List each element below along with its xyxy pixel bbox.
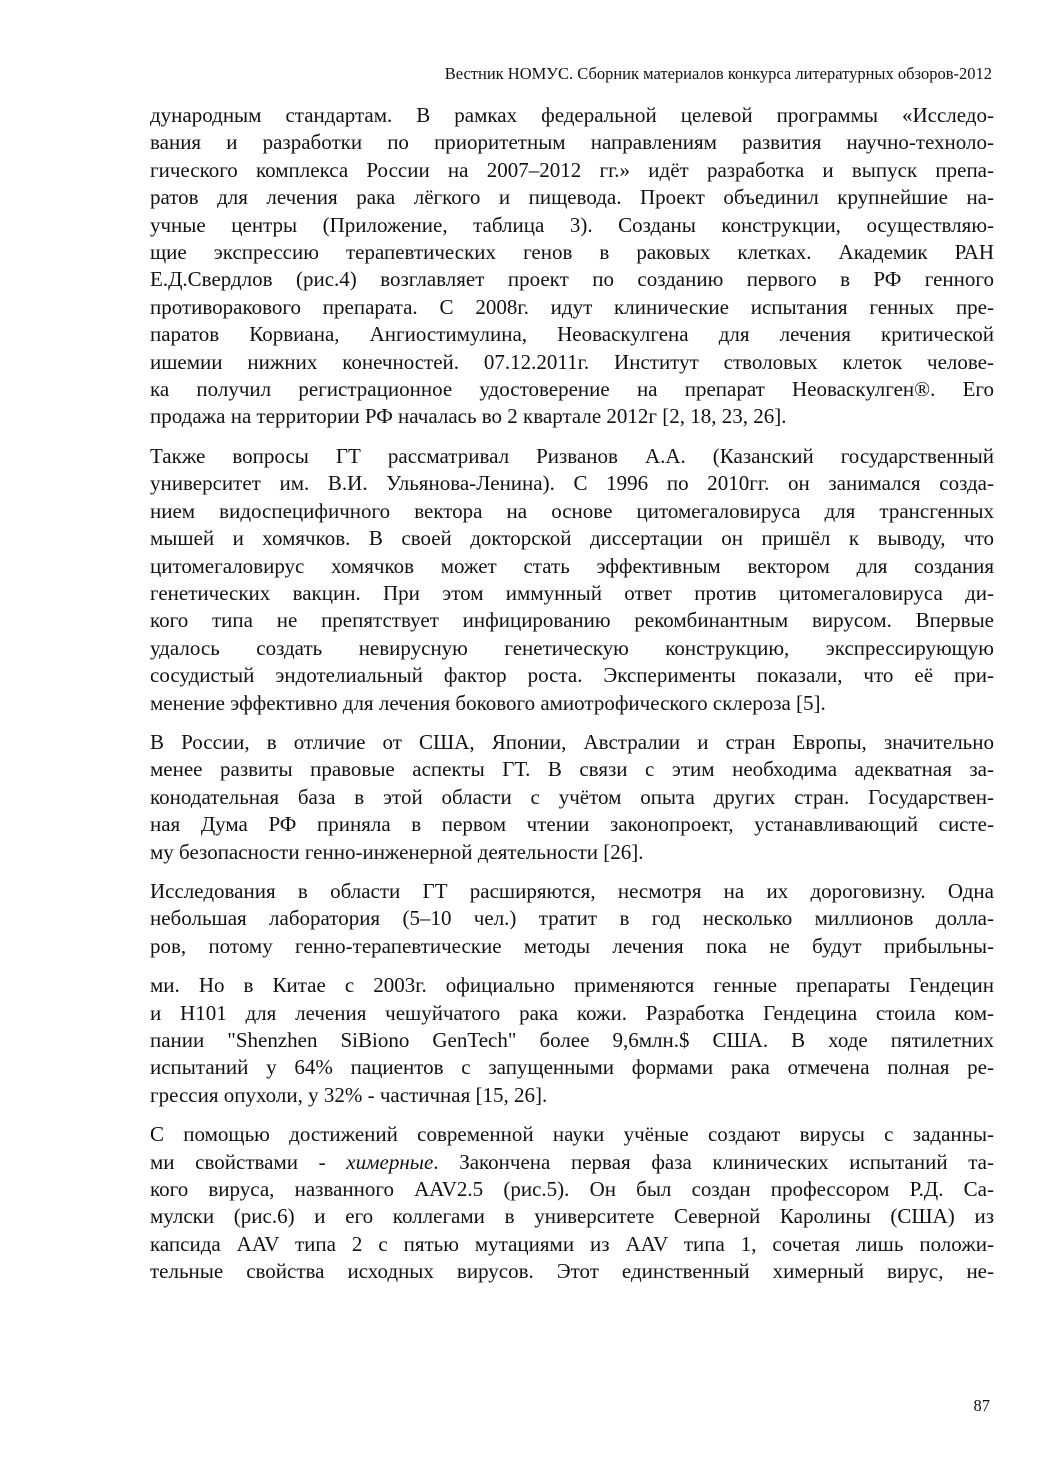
text-line: паратов Корвиана, Ангиостимулина, Неоваскулгена для лечения критической: [150, 322, 994, 347]
text-line: С помощью достижений современной науки учёные создают вирусы с заданны-: [150, 1122, 994, 1147]
text-line: учные центры (Приложение, таблица 3). Созданы конструкции, осуществляю-: [150, 212, 994, 237]
text-line: гического комплекса России на 2007–2012 гг.» идёт разработка и выпуск препа-: [150, 157, 994, 182]
text-line: сосудистый эндотелиальный фактор роста. Эксперименты показали, что её при-: [150, 663, 994, 688]
paragraph-2: [150, 443, 994, 717]
text-line: грессия опухоли, у 32% - частичная [15, 26].: [150, 1082, 548, 1107]
paragraph-4: [150, 878, 994, 960]
text-line: продажа на территории РФ началась во 2 квартале 2012г [2, 18, 23, 26].: [150, 404, 787, 429]
text-line: Е.Д.Свердлов (рис.4) возглавляет проект по созданию первого в РФ генного: [150, 267, 994, 292]
text-line: цитомегаловирус хомячков может стать эффективным вектором для создания: [150, 553, 994, 578]
text-line: нием видоспецифичного вектора на основе цитомегаловируса для трансгенных: [150, 498, 994, 523]
text-line: и H101 для лечения чешуйчатого рака кожи. Разработка Гендецина стоила ком-: [150, 1000, 994, 1025]
text-line: тельные свойства исходных вирусов. Этот единственный химерный вирус, не-: [150, 1259, 994, 1284]
text-line: кого вируса, названного AAV2.5 (рис.5). Он был создан профессором Р.Д. Са-: [150, 1177, 994, 1202]
text-line: удалось создать невирусную генетическую конструкцию, экспрессирующую: [150, 635, 994, 660]
text-line: ми. Но в Китае с 2003г. официально применяются генные препараты Гендецин: [150, 973, 994, 998]
text-line: противоракового препарата. С 2008г. идут клинические испытания генных пре-: [150, 294, 994, 319]
body-text: [150, 102, 994, 1298]
text-line: менение эффективно для лечения бокового амиотрофического склероза [5].: [150, 690, 826, 715]
italic-term: химерные: [346, 1149, 434, 1174]
paragraph-1: [150, 102, 994, 431]
text-line: капсида AAV типа 2 с пятью мутациями из AAV типа 1, сочетая лишь положи-: [150, 1231, 994, 1256]
text-segment: ми свойствами -: [150, 1149, 347, 1174]
running-header: Вестник НОМУС. Сборник материалов конкурса литературных обзоров-2012: [444, 64, 992, 83]
page-number: 87: [973, 1396, 990, 1415]
paragraph-6: [150, 1121, 994, 1285]
text-line: университет им. В.И. Ульянова-Ленина). С 1996 по 2010гг. он занимался созда-: [150, 471, 994, 496]
text-line: кого типа не препятствует инфицированию рекомбинантным вирусом. Впервые: [150, 608, 994, 633]
text-line: ров, потому генно-терапевтические методы лечения пока не будут прибыльны-: [150, 933, 994, 958]
text-line-with-italic: [150, 1149, 994, 1176]
text-line: испытаний у 64% пациентов с запущенными формами рака отмечена полная ре-: [150, 1055, 994, 1080]
text-segment: . Закончена первая фаза клинических испытаний та-: [433, 1149, 994, 1174]
text-line: мулски (рис.6) и его коллегами в университете Северной Каролины (США) из: [150, 1204, 994, 1229]
text-line: В России, в отличие от США, Японии, Австралии и стран Европы, значительно: [150, 729, 994, 754]
text-line: дународным стандартам. В рамках федеральной целевой программы «Исследо-: [150, 103, 994, 127]
text-line: ратов для лечения рака лёгкого и пищевода. Проект объединил крупнейшие на-: [150, 185, 994, 210]
paragraph-3: [150, 729, 994, 866]
text-line: конодательная база в этой области с учётом опыта других стран. Государствен-: [150, 784, 994, 809]
text-line: Также вопросы ГТ рассматривал Ризванов А.А. (Казанский государственный: [150, 443, 994, 468]
text-line: вания и разработки по приоритетным направлениям развития научно-техноло-: [150, 130, 994, 155]
text-line: му безопасности генно-инженерной деятельности [26].: [150, 839, 644, 864]
text-line: мышей и хомячков. В своей докторской диссертации он пришёл к выводу, что: [150, 526, 994, 551]
text-line: ишемии нижних конечностей. 07.12.2011г. Институт стволовых клеток челове-: [150, 349, 994, 374]
text-line: ная Дума РФ приняла в первом чтении законопроект, устанавливающий систе-: [150, 812, 994, 837]
text-line: генетических вакцин. При этом иммунный ответ против цитомегаловируса ди-: [150, 580, 994, 605]
text-line: щие экспрессию терапевтических генов в раковых клетках. Академик РАН: [150, 240, 994, 265]
text-line: небольшая лаборатория (5–10 чел.) тратит в год несколько миллионов долла-: [150, 906, 994, 931]
text-line: менее развиты правовые аспекты ГТ. В связи с этим необходима адекватная за-: [150, 757, 994, 782]
text-line: Исследования в области ГТ расширяются, несмотря на их дороговизну. Одна: [150, 878, 994, 903]
paragraph-5: [150, 972, 994, 1109]
text-line: ка получил регистрационное удостоверение на препарат Неоваскулген®. Его: [150, 377, 994, 402]
text-line: пании "Shenzhen SiBiono GenTech" более 9,6млн.$ США. В ходе пятилетних: [150, 1028, 994, 1052]
